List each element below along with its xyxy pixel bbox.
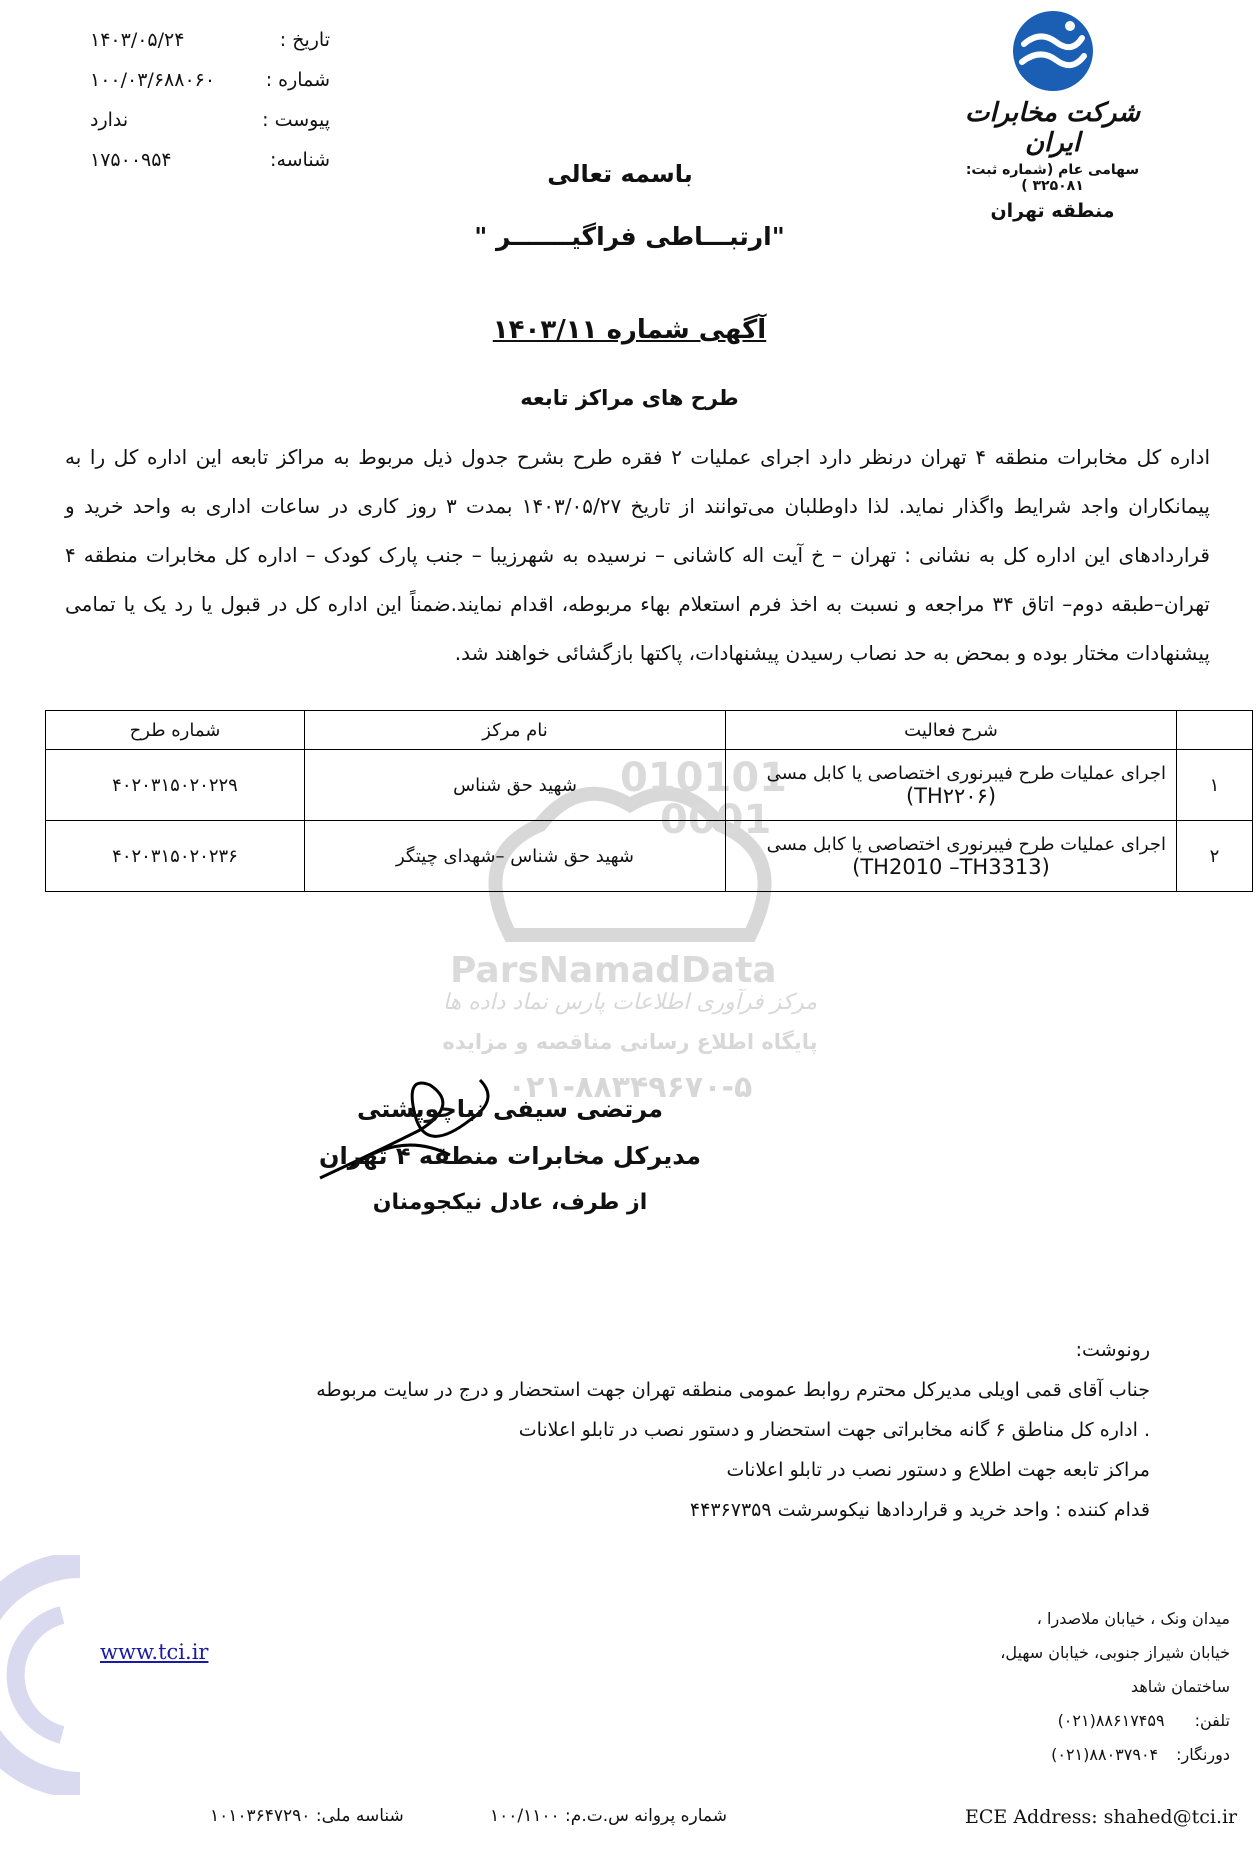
attachment-value: ندارد	[90, 109, 129, 131]
watermark-line-2: پایگاه اطلاع رسانی مناقصه و مزایده	[442, 1030, 818, 1054]
slogan: "ارتبـــاطی فراگیـــــــر "	[474, 222, 785, 251]
attachment-label: پیوست :	[262, 109, 330, 131]
fax-label: دورنگار:	[1176, 1745, 1230, 1764]
cc-line: . اداره کل مناطق ۶ گانه مخابراتی جهت استحضار و دستور نصب در تابلو اعلانات	[518, 1419, 1150, 1441]
table-header-row	[46, 711, 1253, 750]
row-center: شهید حق شناس	[305, 750, 726, 821]
tci-logo-icon	[1010, 8, 1096, 94]
signatory-title: مدیرکل مخابرات منطقه ۴ تهران	[319, 1142, 701, 1170]
footer-national-id: شناسه ملی: ۱۰۱۰۳۶۴۷۲۹۰	[210, 1806, 404, 1826]
row-number: ۱	[1177, 750, 1253, 821]
fax-value: (۰۲۱)۸۸۰۳۷۹۰۴	[1051, 1745, 1159, 1764]
notice-subject: طرح های مراکز تابعه	[520, 386, 739, 410]
footer-license: شماره پروانه س.ت.م: ۱۰۰/۱۱۰۰	[490, 1806, 727, 1826]
cc-line: قدام کننده : واحد خرید و قراردادها نیکوسرشت ۴۴۳۶۷۳۵۹	[689, 1499, 1150, 1521]
row-activity-code: (TH۲۲۰۶)	[905, 783, 997, 808]
company-logo-block	[950, 8, 1155, 222]
watermark-line-1: مرکز فرآوری اطلاعات پارس نماد داده ها	[442, 990, 818, 1015]
table-row	[46, 750, 1253, 821]
row-activity-code: (TH2010 –TH3313)	[852, 854, 1050, 879]
plans-table	[45, 710, 1253, 892]
date-label: تاریخ :	[279, 29, 330, 51]
footer-ece: ECE Address: shahed@tci.ir	[965, 1806, 1238, 1828]
date-value: ۱۴۰۳/۰۵/۲۴	[90, 29, 185, 51]
website-link[interactable]: www.tci.ir	[100, 1640, 209, 1664]
signatory-name: مرتضی سیفی نیاچوپشتی	[356, 1095, 664, 1123]
header-center: نام مرکز	[305, 711, 726, 750]
watermark-digits-2: 0001	[660, 797, 772, 843]
address-line: میدان ونک ، خیابان ملاصدرا ،	[1036, 1609, 1230, 1628]
row-activity-text: اجرای عملیات طرح فیبرنوری اختصاصی یا کابل مسی	[766, 762, 1166, 784]
company-name: شرکت مخابرات ایران	[964, 98, 1140, 158]
row-center: شهید حق شناس –شهدای چیتگر	[305, 821, 726, 892]
id-value: ۱۷۵۰۰۹۵۴	[90, 149, 172, 171]
phone-value: (۰۲۱)۸۸۶۱۷۴۵۹	[1057, 1711, 1165, 1730]
header-plan-no: شماره طرح	[46, 711, 305, 750]
id-label: شناسه:	[270, 149, 330, 171]
row-activity-text: اجرای عملیات طرح فیبرنوری اختصاصی یا کابل مسی	[766, 833, 1166, 855]
watermark-brand: ParsNamadData	[450, 950, 777, 991]
address-line: ساختمان شاهد	[1130, 1677, 1230, 1696]
signatory-behalf: از طرف، عادل نیکجومنان	[372, 1190, 648, 1215]
row-plan-no: ۴۰۲۰۳۱۵۰۲۰۲۲۹	[46, 750, 305, 821]
decorative-arc-icon	[0, 1555, 90, 1795]
cc-list	[120, 1330, 1150, 1530]
number-value: ۱۰۰/۰۳/۶۸۸۰۶۰	[90, 69, 216, 91]
number-label: شماره :	[265, 69, 330, 91]
region-name: منطقه تهران	[990, 200, 1115, 222]
table-row	[46, 821, 1253, 892]
cc-line: جناب آقای قمی اویلی مدیرکل محترم روابط عمومی منطقه تهران جهت استحضار و درج در سایت مربوطه	[316, 1379, 1150, 1401]
phone-label: تلفن:	[1194, 1711, 1230, 1730]
notice-body: اداره کل مخابرات منطقه ۴ تهران درنظر دارد اجرای عملیات ۲ فقره طرح بشرح جدول ذیل مربوط به مراکز تابعه این اداره کل را به پیمانکاران واجد شرایط واگذار نماید. لذا داوطلبان می‌توانند از تاریخ ۱۴۰۳/۰۵/۲۷ بمدت ۳ روز کاری در ساعات اداری به واحد خرید و قراردادهای این اداره کل به نشانی : تهران – خ آیت اله کاشانی – نرسیده به شهرزیبا – جنب پارک کودک – اداره کل مخابرات منطقه ۴ تهران–طبقه دوم– اتاق ۳۴ مراجعه و نسبت به اخذ فرم استعلام بهاء مربوطه، اقدام نمایند.ضمناً این اداره کل در قبول یا رد یک یا تمامی پیشنهادات مختار بوده و بمحض به حد نصاب رسیدن پیشنهادات، پاکتها بازگشائی خواهند شد.	[65, 445, 1211, 665]
notice-title: آگهی شماره ۱۴۰۳/۱۱	[492, 315, 767, 345]
watermark-digits-1: 010101	[620, 755, 787, 801]
row-activity	[726, 821, 1177, 892]
phone-row	[950, 1704, 1230, 1738]
letter-meta	[70, 20, 330, 180]
watermark-phone: ۰۲۱-۸۸۳۴۹۶۷۰-۵	[507, 1070, 753, 1105]
header-activity: شرح فعالیت	[726, 711, 1177, 750]
address-block	[950, 1602, 1230, 1772]
registration: سهامی عام (شماره ثبت: ۳۲۵۰۸۱ )	[965, 162, 1140, 194]
fax-row	[950, 1738, 1230, 1772]
address-line: خیابان شیراز جنوبی، خیابان سهیل،	[1000, 1643, 1230, 1662]
cc-label: رونوشت:	[1075, 1339, 1150, 1361]
cc-line: مراکز تابعه جهت اطلاع و دستور نصب در تابلو اعلانات	[726, 1459, 1150, 1481]
handwritten-signature-icon	[310, 1060, 510, 1190]
invocation: باسمه تعالی	[547, 160, 693, 188]
header-number-cell	[1177, 711, 1253, 750]
row-plan-no: ۴۰۲۰۳۱۵۰۲۰۲۳۶	[46, 821, 305, 892]
row-number: ۲	[1177, 821, 1253, 892]
row-activity	[726, 750, 1177, 821]
